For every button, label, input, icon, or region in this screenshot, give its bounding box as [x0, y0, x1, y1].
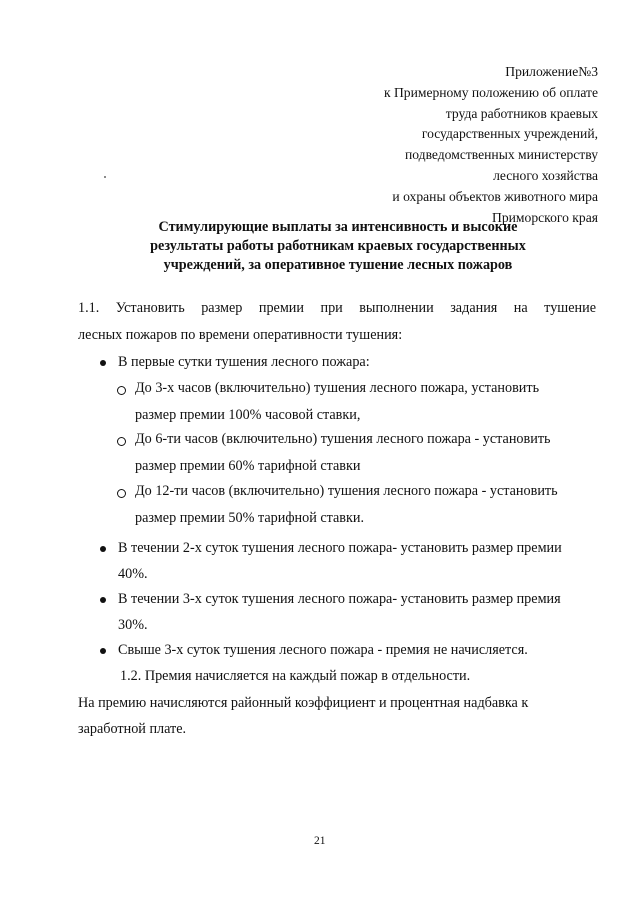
bullet-circle-icon [117, 386, 126, 395]
appendix-line: лесного хозяйства [493, 167, 598, 183]
title-line: Стимулирующие выплаты за интенсивность и высокие [158, 219, 518, 235]
page-number: 21 [314, 835, 326, 847]
appendix-header [384, 62, 598, 228]
bullet-dot-icon [100, 597, 106, 603]
appendix-line: Приложение№3 [505, 64, 598, 79]
scan-speck [104, 176, 106, 178]
bullet-second-day-line2: 40%. [118, 566, 148, 582]
bullet-third-day-line2: 30%. [118, 617, 148, 633]
bullet-first-day: В первые сутки тушения лесного пожара: [118, 354, 370, 370]
bullet-circle-icon [117, 489, 126, 498]
sub-bullet-2-line1: До 6-ти часов (включительно) тушения лесного пожара - установить [135, 431, 551, 447]
sub-bullet-3-line1: До 12-ти часов (включительно) тушения лесного пожара - установить [135, 483, 558, 499]
title-line: результаты работы работникам краевых государственных [150, 238, 526, 254]
sub-bullet-3-line2: размер премии 50% тарифной ставки. [135, 510, 365, 526]
bullet-dot-icon [100, 648, 106, 654]
final-paragraph-line1: На премию начисляются районный коэффициент и процентная надбавка к [78, 695, 529, 711]
document-title [130, 218, 546, 275]
appendix-line: труда работников краевых [445, 105, 598, 121]
appendix-line: государственных учреждений, [421, 126, 598, 142]
sub-bullet-2-line2: размер премии 60% тарифной ставки [135, 458, 361, 474]
appendix-line: Приморского края [492, 209, 598, 225]
bullet-dot-icon [100, 546, 106, 552]
section-1-1-line1: 1.1. Установить размер премии при выполнении задания на тушение [78, 300, 596, 316]
bullet-dot-icon [100, 360, 106, 366]
bullet-circle-icon [117, 437, 126, 446]
bullet-third-day-line1: В течении 3-х суток тушения лесного пожара- установить размер премия [118, 591, 561, 607]
final-paragraph-line2: заработной плате. [78, 721, 187, 737]
section-1-2: 1.2. Премия начисляется на каждый пожар в отдельности. [120, 668, 471, 684]
section-1-1-line2: лесных пожаров по времени оперативности тушения: [78, 327, 403, 343]
sub-bullet-1-line1: До 3-х часов (включительно) тушения лесного пожара, установить [135, 380, 540, 396]
appendix-line: к Примерному положению об оплате [383, 84, 598, 100]
appendix-line: подведомственных министерству [404, 147, 598, 163]
sub-bullet-1-line2: размер премии 100% часовой ставки, [135, 407, 361, 423]
bullet-second-day-line1: В течении 2-х суток тушения лесного пожара- установить размер премии [118, 540, 562, 556]
appendix-line: и охраны объектов животного мира [392, 188, 598, 204]
title-line: учреждений, за оперативное тушение лесных пожаров [163, 257, 513, 273]
bullet-over-three: Свыше 3-х суток тушения лесного пожара - премия не начисляется. [118, 642, 528, 658]
